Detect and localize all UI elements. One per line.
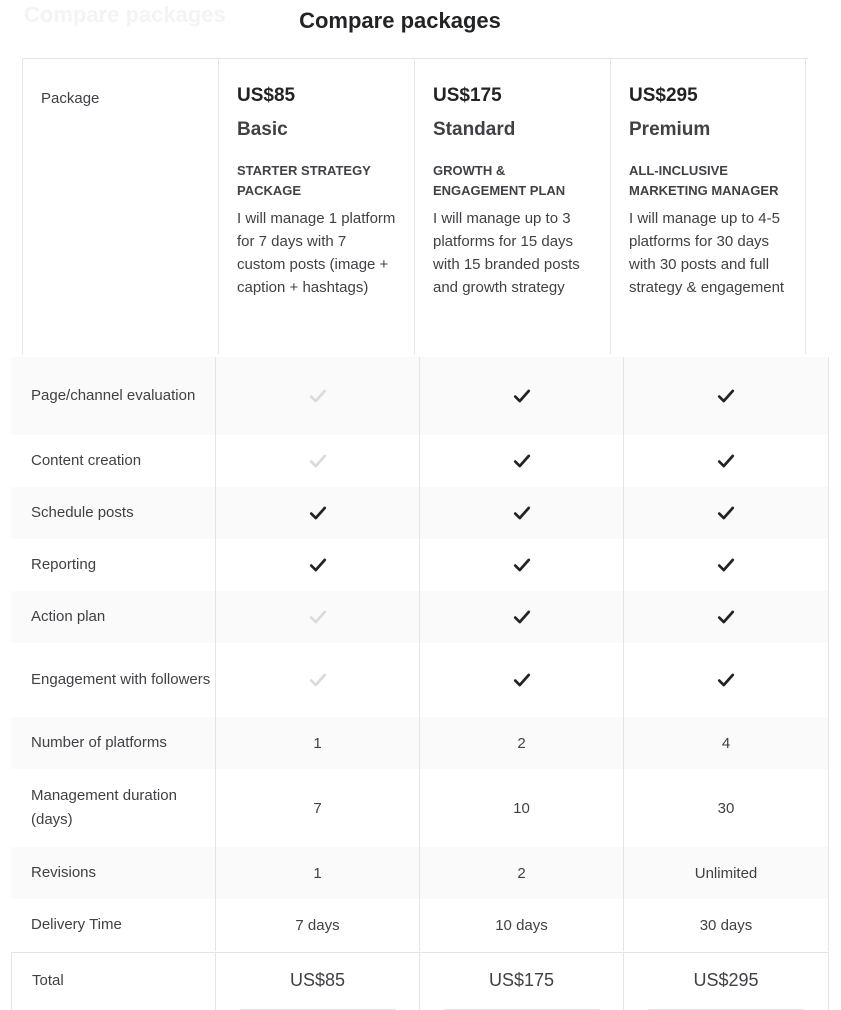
total-price: US$175 (488, 970, 555, 990)
table-row (11, 847, 829, 899)
feature-label: Number of platforms (31, 734, 167, 751)
check-icon (717, 608, 735, 626)
check-cell (623, 357, 829, 435)
feature-label: Action plan (31, 608, 106, 625)
page-title: Compare packages (299, 8, 501, 33)
table-row (11, 357, 829, 435)
check-cell (623, 435, 829, 487)
value-cell: Unlimited (623, 847, 829, 899)
package-tagline: ALL-INCLUSIVE MARKETING MANAGER (629, 163, 779, 198)
package-tagline: GROWTH & ENGAGEMENT PLAN (433, 163, 566, 198)
check-cell (419, 435, 623, 487)
table-row (11, 643, 829, 717)
check-icon (717, 387, 735, 405)
check-cell (215, 435, 419, 487)
check-icon (513, 452, 531, 470)
value-cell: 30 (623, 769, 829, 847)
check-cell (623, 487, 829, 539)
check-cell (215, 357, 419, 435)
total-price: US$85 (289, 970, 346, 990)
check-icon (309, 504, 327, 522)
package-price: US$85 (237, 85, 296, 106)
package-description: I will manage up to 3 platforms for 15 days with 15 branded posts and growth strategy (433, 210, 580, 296)
check-disabled-icon (309, 387, 327, 405)
check-cell (215, 643, 419, 717)
total-label: Total (11, 953, 215, 1010)
check-cell (215, 591, 419, 643)
value-cell: 7 days (215, 899, 419, 951)
feature-label: Schedule posts (31, 504, 134, 521)
check-cell (419, 591, 623, 643)
value-cell: 2 (419, 847, 623, 899)
package-description: I will manage up to 4-5 platforms for 30 days with 30 posts and full strategy & engagement (629, 210, 785, 296)
check-cell (419, 487, 623, 539)
value-cell: 30 days (623, 899, 829, 951)
check-disabled-icon (309, 452, 327, 470)
check-icon (717, 671, 735, 689)
package-standard (414, 59, 610, 354)
value-cell: 10 days (419, 899, 623, 951)
total-price: US$295 (693, 970, 759, 990)
total-row (11, 952, 829, 1010)
check-icon (513, 671, 531, 689)
feature-label: Content creation (31, 452, 142, 469)
package-description: I will manage 1 platform for 7 days with 7 custom posts (image + caption + hashtags) (237, 210, 396, 296)
feature-label: Reporting (31, 556, 97, 573)
table-row (11, 769, 829, 847)
total-price-basic (215, 953, 419, 1010)
check-disabled-icon (309, 671, 327, 689)
value-cell: 4 (623, 717, 829, 769)
feature-label: Delivery Time (31, 916, 122, 933)
package-price: US$295 (629, 85, 698, 106)
table-row (11, 591, 829, 643)
check-icon (717, 556, 735, 574)
check-icon (513, 556, 531, 574)
package-header (22, 58, 808, 354)
feature-label: Engagement with followers (31, 671, 211, 688)
check-disabled-icon (309, 608, 327, 626)
table-row (11, 899, 829, 951)
package-label: Package (22, 59, 218, 354)
check-icon (513, 504, 531, 522)
check-cell (215, 539, 419, 591)
feature-table (11, 357, 829, 951)
package-price: US$175 (433, 85, 502, 106)
check-icon (717, 452, 735, 470)
feature-label: Revisions (31, 864, 97, 881)
value-cell: 1 (215, 717, 419, 769)
value-cell: 1 (215, 847, 419, 899)
check-icon (717, 504, 735, 522)
table-row (11, 487, 829, 539)
value-cell: 7 (215, 769, 419, 847)
package-name: Basic (237, 119, 288, 140)
package-premium (610, 59, 806, 354)
package-name: Standard (433, 119, 516, 140)
package-name: Premium (629, 119, 711, 140)
check-cell (419, 643, 623, 717)
feature-label: Page/channel evaluation (31, 387, 196, 404)
check-icon (309, 556, 327, 574)
package-basic (218, 59, 414, 354)
check-cell (419, 357, 623, 435)
ghost-title: Compare packages (24, 2, 226, 27)
value-cell: 2 (419, 717, 623, 769)
table-row (11, 717, 829, 769)
total-price-standard (419, 953, 623, 1010)
check-cell (623, 591, 829, 643)
package-tagline: STARTER STRATEGY PACKAGE (237, 163, 371, 198)
check-icon (513, 608, 531, 626)
check-cell (623, 643, 829, 717)
feature-label: Management duration (days) (31, 787, 177, 828)
check-cell (215, 487, 419, 539)
check-cell (623, 539, 829, 591)
total-price-premium (623, 953, 829, 1010)
table-row (11, 539, 829, 591)
check-icon (513, 387, 531, 405)
table-row (11, 435, 829, 487)
value-cell: 10 (419, 769, 623, 847)
check-cell (419, 539, 623, 591)
